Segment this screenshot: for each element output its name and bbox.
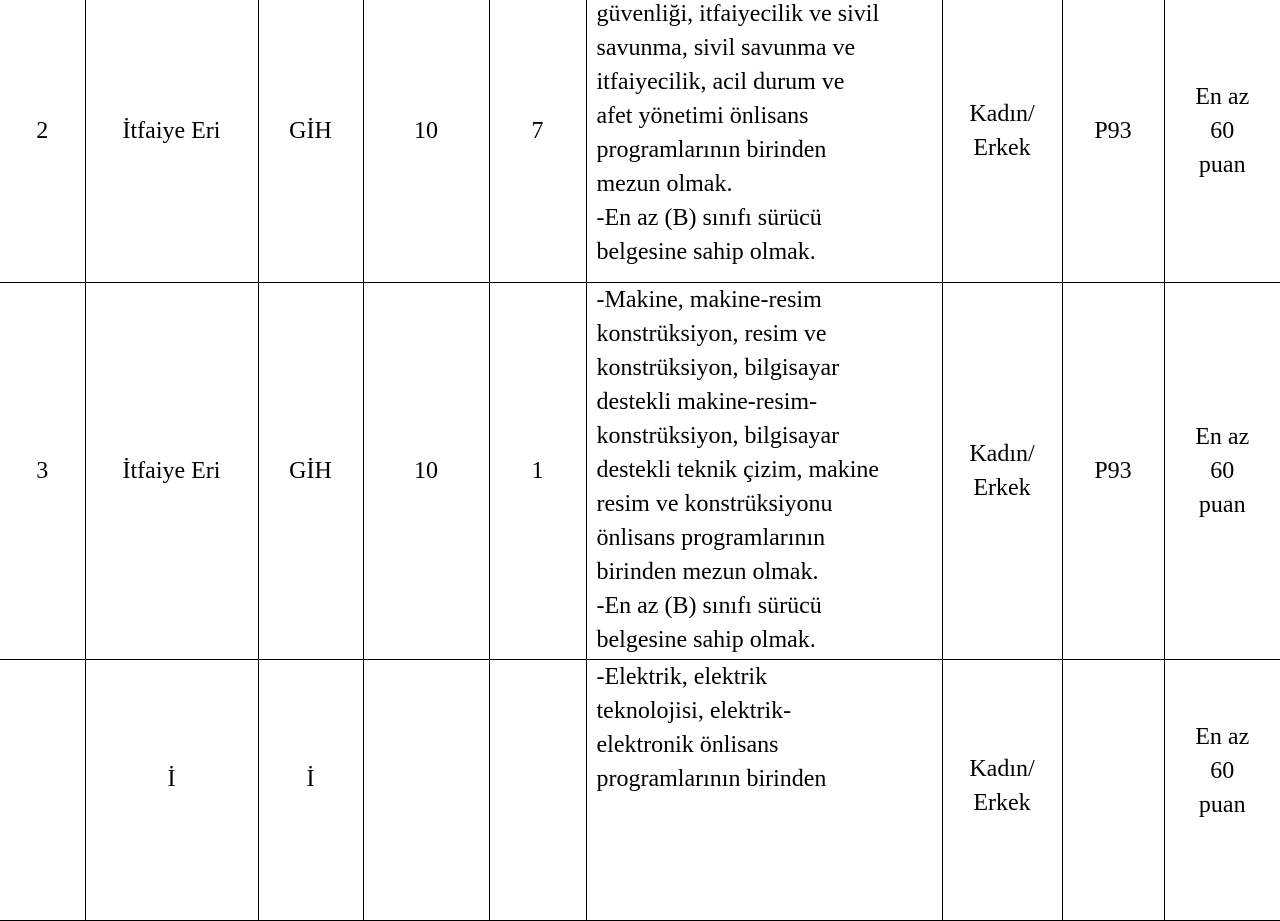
position-class: İ [258,660,363,921]
table-row [0,660,1280,921]
row-number: 2 [0,0,85,283]
position-count: 1 [489,283,586,660]
gender-cell: Kadın/ Erkek [942,660,1062,921]
qualification-text: -Elektrik, elektrik teknolojisi, elektrik- elektronik önlisans programlarının birinden [586,660,942,921]
minimum-score: En az 60 puan [1164,0,1280,283]
minimum-score: En az 60 puan [1164,283,1280,660]
position-count [489,660,586,921]
position-title: İ [85,660,258,921]
table-row [0,283,1280,660]
table-row [0,0,1280,283]
score-type: P93 [1062,0,1164,283]
gender-cell: Kadın/ Erkek [942,0,1062,283]
position-grade: 10 [363,0,489,283]
row-number: 3 [0,283,85,660]
score-type: P93 [1062,283,1164,660]
position-title: İtfaiye Eri [85,283,258,660]
position-grade [363,660,489,921]
position-grade: 10 [363,283,489,660]
position-class: GİH [258,283,363,660]
qualification-text: güvenliği, itfaiyecilik ve sivil savunma, sivil savunma ve itfaiyecilik, acil durum ve afet yönetimi önlisans programlarının birinden mezun olmak. -En az (B) sınıfı sürücü belgesine sahip olmak. [586,0,942,283]
minimum-score: En az 60 puan [1164,660,1280,921]
score-type [1062,660,1164,921]
position-count: 7 [489,0,586,283]
row-number [0,660,85,921]
position-title: İtfaiye Eri [85,0,258,283]
qualification-text: -Makine, makine-resim konstrüksiyon, resim ve konstrüksiyon, bilgisayar destekli makine-resim- konstrüksiyon, bilgisayar destekli teknik çizim, makine resim ve konstrüksiyonu önlisans programlarının birinden mezun olmak. -En az (B) sınıfı sürücü belgesine sahip olmak. [586,283,942,660]
gender-cell: Kadın/ Erkek [942,283,1062,660]
position-class: GİH [258,0,363,283]
